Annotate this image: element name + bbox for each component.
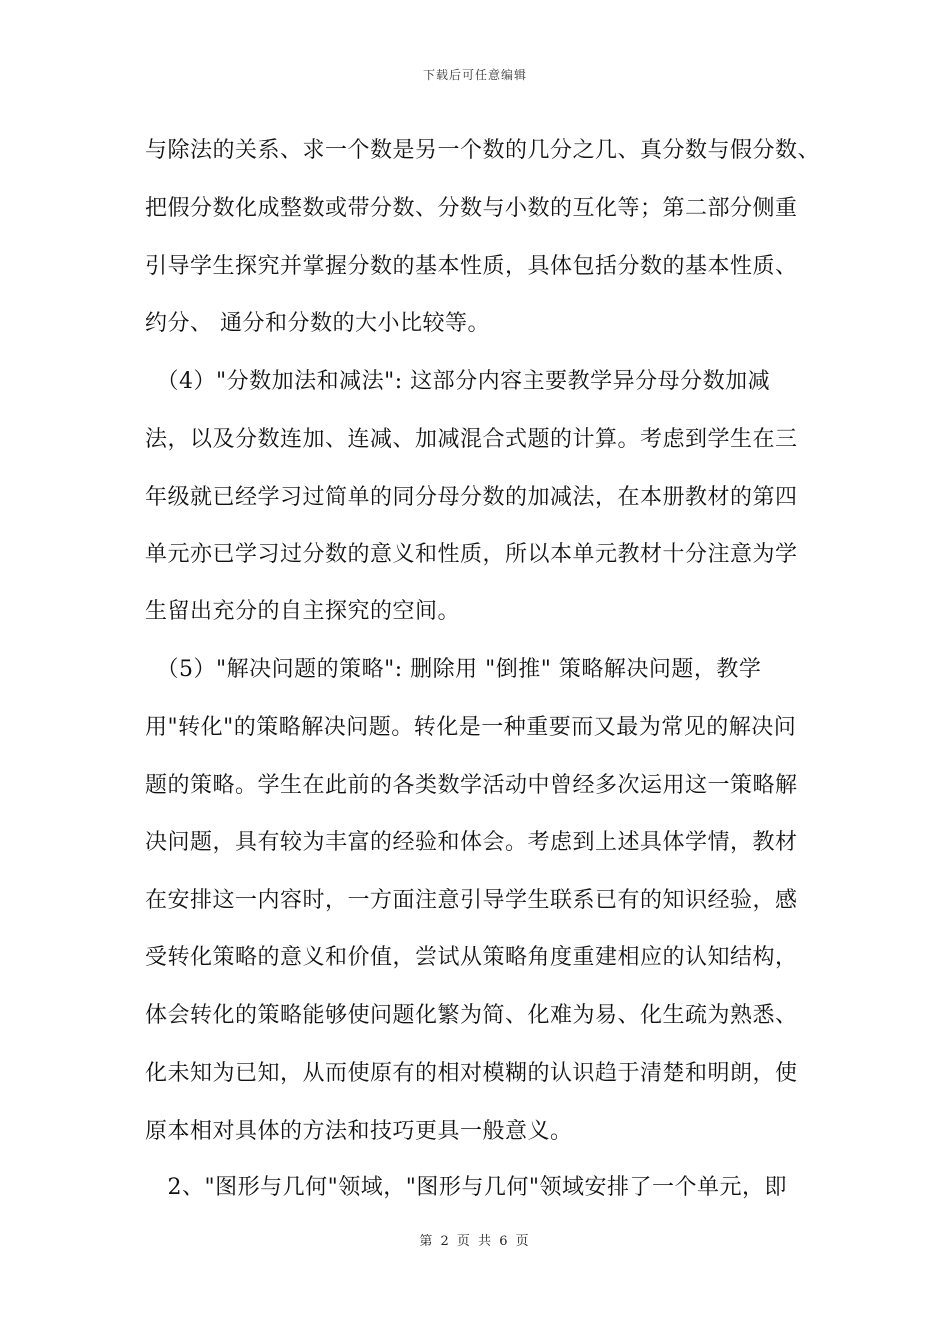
page-header: 下载后可任意编辑 [422, 68, 527, 82]
text-line: 受转化策略的意义和价值，尝试从策略角度重建相应的认知结构， [145, 945, 798, 970]
text-line: 2、"图形与几何"领域，"图形与几何"领域安排了一个单元，即 [145, 1175, 787, 1200]
text-line: 生留出充分的自主探究的空间。 [145, 599, 461, 624]
text-line: 原本相对具体的方法和技巧更具一般意义。 [145, 1119, 573, 1144]
text-line: 决问题，具有较为丰富的经验和体会。考虑到上述具体学情，教材 [145, 830, 798, 855]
text-line: 体会转化的策略能够使问题化繁为简、化难为易、化生疏为熟悉、 [145, 1003, 798, 1028]
text-line: （4）"分数加法和减法": 这部分内容主要教学异分母分数加减 [145, 369, 771, 394]
text-line: 题的策略。学生在此前的各类数学活动中曾经多次运用这一策略解 [145, 773, 798, 798]
text-line: （5）"解决问题的策略": 删除用 "倒推" 策略解决问题，教学 [145, 657, 762, 682]
text-line: 约分、 通分和分数的大小比较等。 [145, 311, 490, 336]
text-line: 用"转化"的策略解决问题。转化是一种重要而又最为常见的解决问 [145, 715, 797, 740]
text-line: 单元亦已学习过分数的意义和性质，所以本单元教材十分注意为学 [145, 542, 798, 567]
text-line: 在安排这一内容时，一方面注意引导学生联系已有的知识经验，感 [145, 888, 798, 913]
page-number: 第 2 页 共 6 页 [419, 1234, 531, 1249]
text-line: 化未知为已知，从而使原有的相对模糊的认识趋于清楚和明朗，使 [145, 1061, 798, 1086]
text-line: 年级就已经学习过简单的同分母分数的加减法，在本册教材的第四 [145, 485, 798, 510]
text-line: 与除法的关系、求一个数是另一个数的几分之几、真分数与假分数、 [145, 138, 821, 163]
text-line: 法，以及分数连加、连减、加减混合式题的计算。考虑到学生在三 [145, 427, 798, 452]
text-line: 引导学生探究并掌握分数的基本性质，具体包括分数的基本性质、 [145, 254, 798, 279]
text-line: 把假分数化成整数或带分数、分数与小数的互化等；第二部分侧重 [145, 196, 798, 221]
